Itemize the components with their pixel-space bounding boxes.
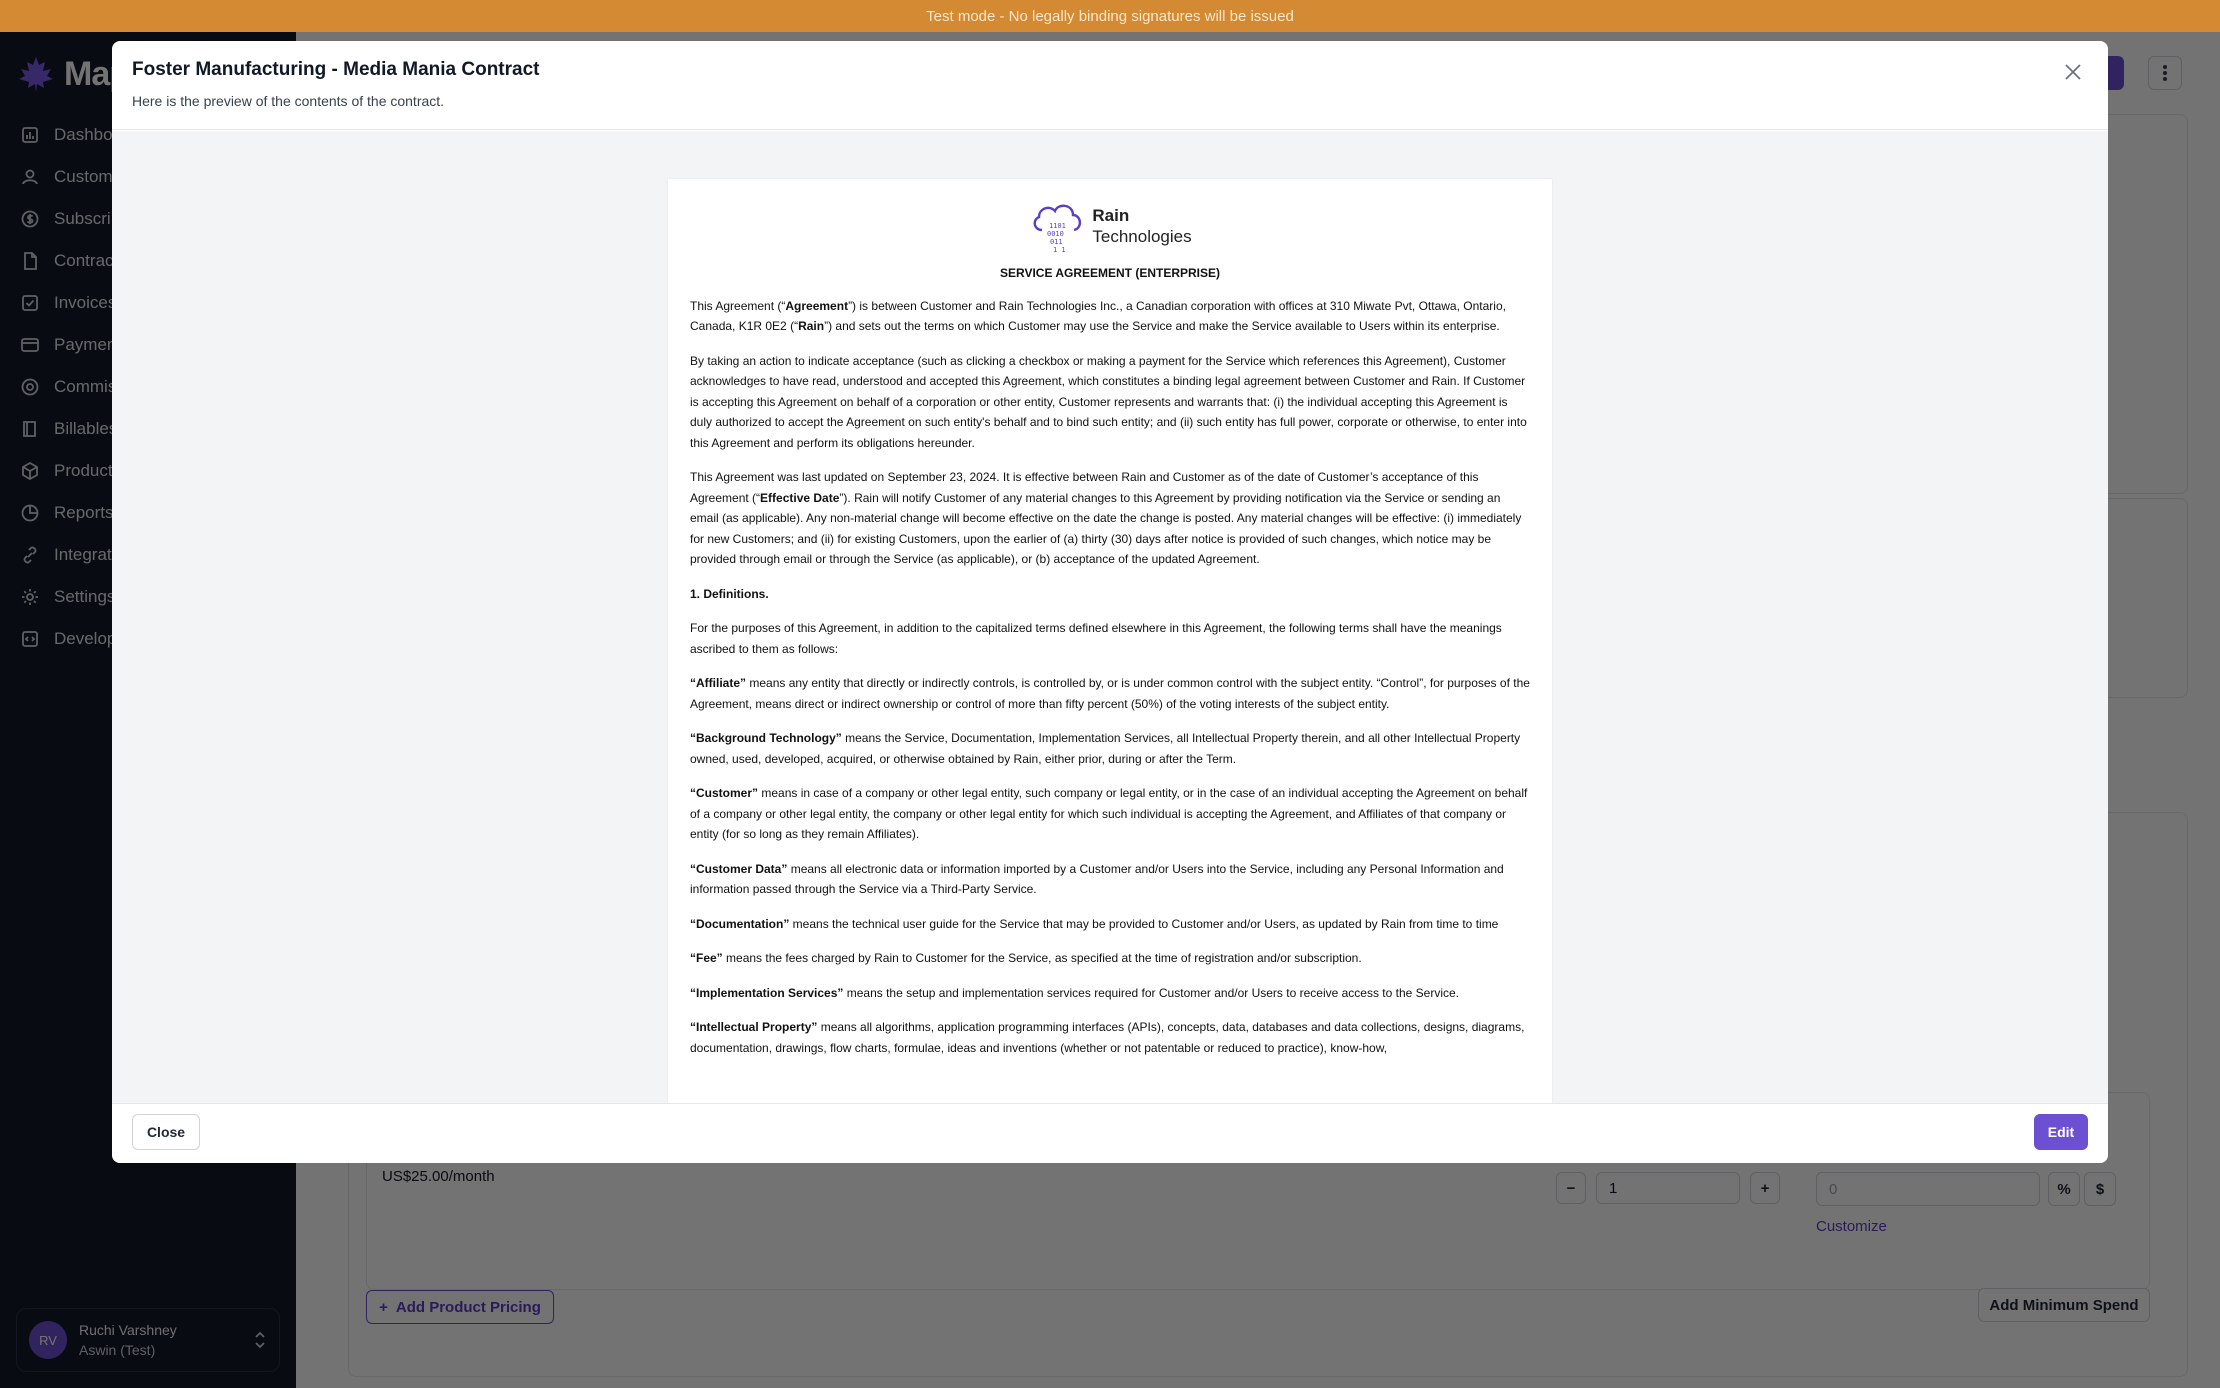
definition: “Customer” means in case of a company or other legal entity, such company or legal entity, or in the case of an individual accepting the Agreement on behalf of a company or other legal entity, the company or other legal entity for which such individual is accepting the Agreement, and Affiliates of that company or entity (for so long as they remain Affiliates).: [690, 786, 1528, 841]
contract-document: [668, 179, 1552, 1103]
logo-line1: Rain: [1092, 206, 1130, 225]
edit-button[interactable]: Edit: [2034, 1114, 2088, 1150]
paragraph: By taking an action to indicate acceptance (such as clicking a checkbox or making a payment for the Service which references this Agreement), Customer acknowledges to have read, understood and accepted this Agreement, which constitutes a binding legal agreement between Customer and Rain. If Customer is accepting this Agreement on behalf of a corporation or other entity, Customer represents and warrants that: (i) the individual accepting this Agreement is duly authorized to accept the Agreement on such entity's behalf and to bind such entity; and (ii) such entity has full power, corporate or otherwise, to enter into this Agreement and perform its obligations hereunder.: [690, 353, 1527, 450]
cloud-binary-logo-icon: [1028, 198, 1086, 254]
definition: “Customer Data” means all electronic data or information imported by a Customer and/or Users into the Service, including any Personal Information and information passed through the Service via a Third-Party Service.: [690, 861, 1504, 896]
paragraph: This Agreement (“Agreement”) is between Customer and Rain Technologies Inc., a Canadian corporation with offices at 310 Miwate Pvt, Ottawa, Ontario, Canada, K1R 0E2 (“Rain”) and sets out the terms on which Customer may use the Service and make the Service available to Users within its enterprise.: [690, 298, 1506, 333]
svg-text:011: 011: [1050, 238, 1064, 246]
definition: “Fee” means the fees charged by Rain to Customer for the Service, as specified at the time of registration and/or subscription.: [690, 951, 1362, 965]
modal-title: Foster Manufacturing - Media Mania Contract: [132, 59, 540, 80]
definition: “Documentation” means the technical user guide for the Service that may be provided to Customer and/or Users, as updated by Rain from time to time: [690, 916, 1499, 931]
svg-text:1 1: 1 1: [1053, 246, 1067, 254]
svg-text:0010: 0010: [1047, 230, 1065, 238]
modal-subtitle: Here is the preview of the contents of the contract.: [132, 93, 445, 109]
contract-preview-modal: [112, 41, 2108, 1163]
definition: “Background Technology” means the Service, Documentation, Implementation Services, all Intellectual Property therein, and all other Intellectual Property owned, used, developed, acquired, or otherwise obtained by Rain, either prior, during or after the Term.: [690, 731, 1521, 766]
modal-header: [112, 41, 2108, 130]
paragraph: For the purposes of this Agreement, in addition to the capitalized terms defined elsewhere in this Agreement, the following terms shall have the meanings ascribed to them as follows:: [690, 621, 1502, 656]
logo-line2: Technologies: [1092, 227, 1192, 246]
svg-text:1101: 1101: [1049, 222, 1067, 230]
paragraph: This Agreement was last updated on September 23, 2024. It is effective between Rain and Customer as of the date of Customer’s acceptance of this Agreement (“Effective Date”). Rain will notify Customer of any material changes to this Agreement by providing notification via the Service or sending an email (as applicable). Any non-material change will become effective on the date the change is posted. Any material changes will be effective: (i) immediately for new Customers; and (ii) for existing Customers, upon the earlier of (a) thirty (30) days after notice is provided of such changes, which notice may be provided through email or through the Service (as applicable), or (b) acceptance of the updated Agreement.: [690, 470, 1522, 566]
document-heading: SERVICE AGREEMENT (ENTERPRISE): [999, 266, 1221, 280]
definition: “Implementation Services” means the setup and implementation services required for Customer and/or Users to receive access to the Service.: [690, 985, 1460, 1000]
contract-preview-area[interactable]: [112, 131, 2108, 1103]
definition: “Affiliate” means any entity that directly or indirectly controls, is controlled by, or is under common control with the subject entity. “Control”, for purposes of the Agreement, means direct or indirect ownership or control of more than fifty percent (50%) of the voting interests of the subject entity.: [690, 676, 1530, 711]
company-logo: [690, 197, 1530, 255]
section-heading: 1. Definitions.: [690, 586, 769, 601]
definition: “Intellectual Property” means all algorithms, application programming interfaces (APIs), concepts, data, databases and data collections, designs, diagrams, documentation, drawings, flow charts, formulae, ideas and inventions (whether or not patentable or reduced to practice), know-how,: [690, 1020, 1525, 1055]
close-button[interactable]: Close: [132, 1114, 200, 1150]
close-icon[interactable]: [2062, 61, 2084, 83]
test-mode-banner: Test mode - No legally binding signatures will be issued: [0, 0, 2220, 32]
modal-footer: [112, 1103, 2108, 1163]
